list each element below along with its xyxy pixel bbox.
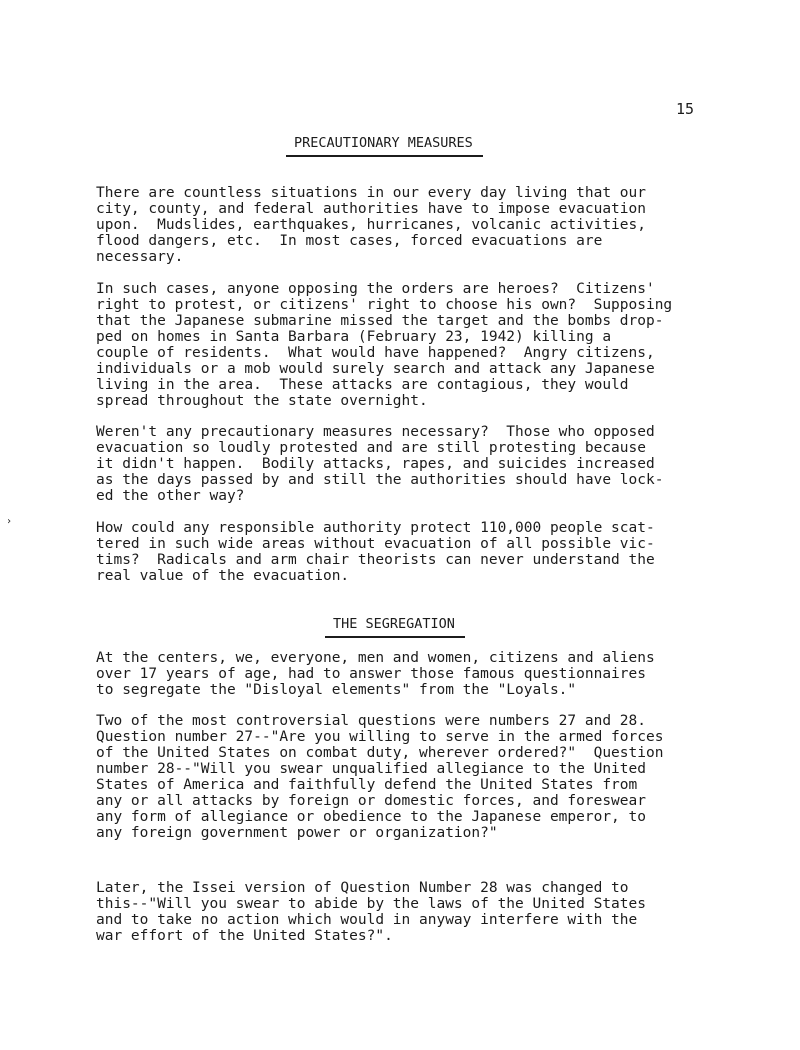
margin-mark: ›	[6, 516, 13, 527]
text-line: ed the other way?	[96, 488, 245, 504]
text-line: Two of the most controversial questions were numbers 27 and 28.	[96, 713, 646, 729]
text-line: living in the area. These attacks are contagious, they would	[96, 377, 629, 393]
text-line: couple of residents. What would have happened? Angry citizens,	[96, 345, 655, 361]
text-line: any foreign government power or organization?"	[96, 825, 498, 841]
text-line: flood dangers, etc. In most cases, forced evacuations are	[96, 233, 603, 249]
text-line: real value of the evacuation.	[96, 568, 350, 584]
heading-underline	[286, 155, 483, 157]
text-line: city, county, and federal authorities have to impose evacuation	[96, 201, 646, 217]
page-number: 15	[676, 100, 695, 118]
text-line: evacuation so loudly protested and are still protesting because	[96, 440, 646, 456]
text-line: ped on homes in Santa Barbara (February 23, 1942) killing a	[96, 329, 612, 345]
paragraph	[96, 424, 726, 504]
heading-text: PRECAUTIONARY MEASURES	[294, 135, 473, 151]
text-line: necessary.	[96, 249, 184, 265]
heading-text: THE SEGREGATION	[333, 616, 455, 632]
text-line: to segregate the "Disloyal elements" from the "Loyals."	[96, 682, 577, 698]
paragraph	[96, 650, 726, 698]
text-line: as the days passed by and still the authorities should have lock-	[96, 472, 664, 488]
text-line: any or all attacks by foreign or domestic forces, and foreswear	[96, 793, 646, 809]
text-line: right to protest, or citizens' right to choose his own? Supposing	[96, 297, 673, 313]
text-line: tims? Radicals and arm chair theorists can never understand the	[96, 552, 655, 568]
text-line: over 17 years of age, had to answer those famous questionnaires	[96, 666, 646, 682]
paragraph	[96, 713, 726, 841]
text-line: Weren't any precautionary measures necessary? Those who opposed	[96, 424, 655, 440]
text-line: upon. Mudslides, earthquakes, hurricanes, volcanic activities,	[96, 217, 646, 233]
text-line: of the United States on combat duty, wherever ordered?" Question	[96, 745, 664, 761]
text-line: war effort of the United States?".	[96, 928, 393, 944]
paragraph	[96, 520, 726, 584]
section-heading-the-segregation	[333, 616, 455, 632]
text-line: that the Japanese submarine missed the target and the bombs drop-	[96, 313, 664, 329]
text-line: it didn't happen. Bodily attacks, rapes, and suicides increased	[96, 456, 655, 472]
text-line: There are countless situations in our every day living that our	[96, 185, 646, 201]
section-heading-precautionary-measures	[294, 135, 473, 151]
text-line: any form of allegiance or obedience to the Japanese emperor, to	[96, 809, 646, 825]
text-line: States of America and faithfully defend the United States from	[96, 777, 638, 793]
text-line: How could any responsible authority protect 110,000 people scat-	[96, 520, 655, 536]
paragraph	[96, 185, 726, 265]
paragraph	[96, 281, 726, 409]
text-line: and to take no action which would in anyway interfere with the	[96, 912, 638, 928]
text-line: tered in such wide areas without evacuation of all possible vic-	[96, 536, 655, 552]
text-line: At the centers, we, everyone, men and women, citizens and aliens	[96, 650, 655, 666]
text-line: individuals or a mob would surely search and attack any Japanese	[96, 361, 655, 377]
text-line: spread throughout the state overnight.	[96, 393, 428, 409]
text-line: Question number 27--"Are you willing to serve in the armed forces	[96, 729, 664, 745]
text-line: number 28--"Will you swear unqualified allegiance to the United	[96, 761, 646, 777]
text-line: this--"Will you swear to abide by the laws of the United States	[96, 896, 646, 912]
text-line: In such cases, anyone opposing the orders are heroes? Citizens'	[96, 281, 655, 297]
paragraph	[96, 880, 726, 944]
heading-underline	[325, 636, 465, 638]
text-line: Later, the Issei version of Question Number 28 was changed to	[96, 880, 629, 896]
